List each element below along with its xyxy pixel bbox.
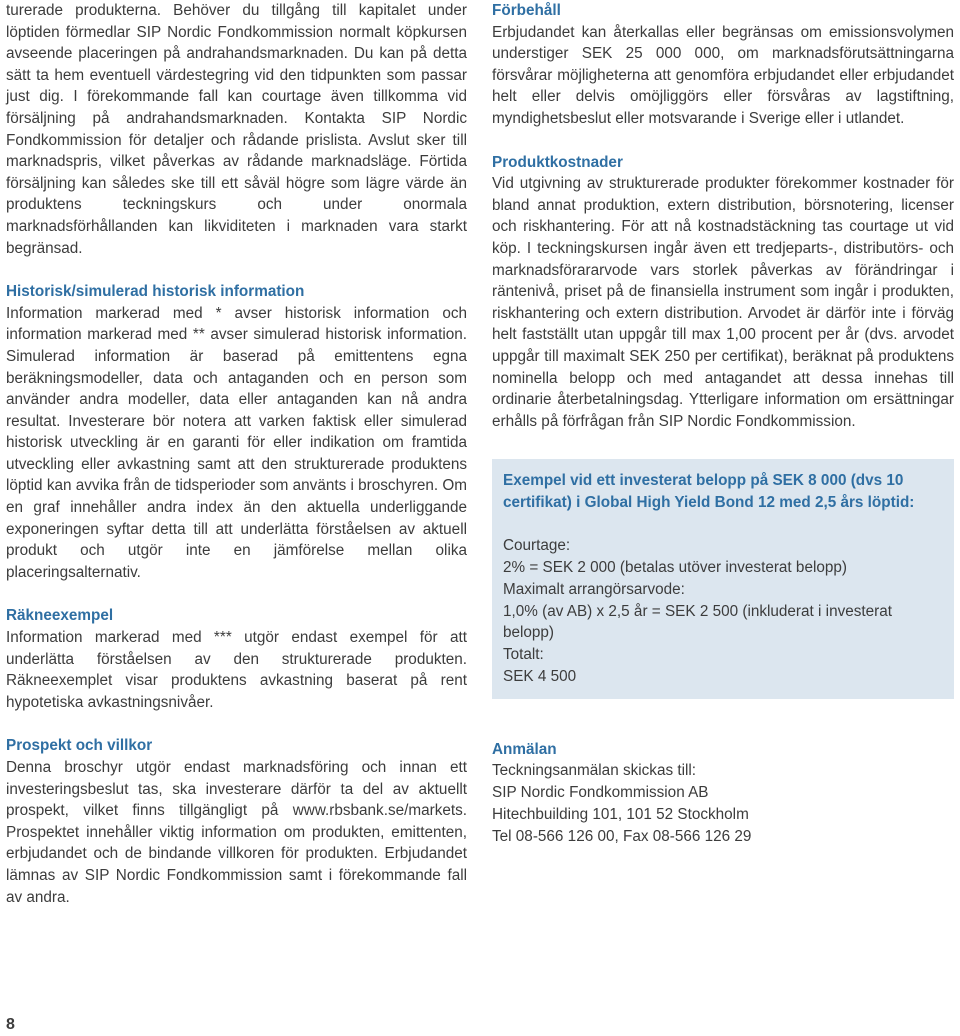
total-value: SEK 4 500 <box>503 668 577 686</box>
forbehall-paragraph: Erbjudandet kan återkallas eller begränsas om emissionsvolymen understiger SEK 25 000 000, om marknadsförutsättningarna försvårar möjligheterna att genomföra erbjudandet eller erbjudandet helt eller delvis omöjliggörs eller försvåras av lagstiftning, myndighetsbeslut eller motsvarande i Sverige eller i utlandet. <box>492 23 954 127</box>
arvode-value: 1,0% (av AB) x 2,5 år = SEK 2 500 (inkluderat i investerat belopp) <box>503 602 892 642</box>
prospekt-paragraph: Denna broschyr utgör endast marknadsföring och innan ett investeringsbeslut tas, ska investerare därför ta del av aktuellt prospekt, vilket finns tillgängligt på www.rbsbank.se/markets. Prospektet innehåller viktig information om produkten, emittenten, erbjudandet och de bindande villkoren för produkten. Erbjudandet lämnas av SIP Nordic Fondkommission samt i förekommande fall av andra. <box>6 759 467 906</box>
example-box-title: Exempel vid ett investerat belopp på SEK 8 000 (dvs 10 certifikat) i Global High Yield Bond 12 med 2,5 års löptid: <box>503 472 915 512</box>
rakneexempel-section <box>6 605 467 713</box>
anmalan-heading: Anmälan <box>492 740 557 758</box>
anmalan-line: Teckningsanmälan skickas till: <box>492 762 697 780</box>
produktkostnader-section <box>492 152 954 433</box>
forbehall-heading: Förbehåll <box>492 2 561 19</box>
produktkostnader-heading: Produktkostnader <box>492 153 623 171</box>
arvode-label: Maximalt arrangörsarvode: <box>503 580 685 598</box>
anmalan-line: SIP Nordic Fondkommission AB <box>492 784 709 802</box>
courtage-label: Courtage: <box>503 537 571 555</box>
right-column <box>492 0 954 848</box>
courtage-value: 2% = SEK 2 000 (betalas utöver investerat belopp) <box>503 559 847 577</box>
intro-paragraph: turerade produkterna. Behöver du tillgång till kapitalet under löptiden förmedlar SIP Nordic Fondkommission normalt köpkursen avseende placeringen på andrahandsmarknaden. Du kan på detta sätt ta hem eventuell värdestegring vid den tidpunkten som passar just dig. I förekommande fall kan courtage även tillkomma vid försäljning på andrahandsmarknaden. Kontakta SIP Nordic Fondkommission för detaljer och rådande prislista. Avslut sker till marknadspris, vilket påverkas av rådande marknadsläge. Förtida försäljning kan således ske till ett såväl högre som lägre värde än produktens teckningskurs och under onormala marknadsförhållanden kan likviditeten i marknaden vara starkt begränsad. <box>6 2 467 257</box>
left-column <box>6 0 467 908</box>
prospekt-section <box>6 735 467 908</box>
prospekt-heading: Prospekt och villkor <box>6 737 153 755</box>
historisk-heading: Historisk/simulerad historisk information <box>6 283 305 301</box>
example-box <box>492 459 954 699</box>
anmalan-line: Tel 08-566 126 00, Fax 08-566 126 29 <box>492 827 752 845</box>
page-number: 8 <box>6 1016 15 1033</box>
anmalan-section <box>492 739 954 848</box>
rakneexempel-heading: Räkneexempel <box>6 607 114 625</box>
forbehall-section <box>492 0 954 130</box>
historisk-section <box>6 281 467 583</box>
historisk-paragraph: Information markerad med * avser historisk information och information markerad med ** avser simulerad historisk information. Simulerad information är baserad på emittentens egna beräkningsmodeller, data och antaganden och en person som använder andra modeller, data eller antaganden kan nå andra resultat. Investerare bör notera att varken faktisk eller simulerad historisk utveckling är en garanti för eller indikation om framtida utveckling eller avkastning samt att den strukturerade produktens löptid kan avvika från de tidsperioder som använts i broschyren. Om en graf innehåller andra index än den aktuella underliggande exponeringen syftar detta till att underlätta förståelsen av aktuell produkt och utgör inte en jämförelse mellan olika placeringsalternativ. <box>6 304 467 581</box>
produktkostnader-paragraph: Vid utgivning av strukturerade produkter förekommer kostnader för bland annat produktion, extern distribution, börsnotering, licenser och riskhantering. För att nå kostnadstäckning tas courtage ut vid köp. I teckningskursen ingår även ett tredjeparts-, distributörs- och marknadsförararvode vars storlek påverkas av förändringar i räntenivå, priset på de finansiella instrument som ingår i produkten, riskhantering och extern distribution. Arvodet är därför inte i förväg helt fastställt utan uppgår till max 1,00 procent per år (dvs. arvodet uppgår till maximalt SEK 250 per certifikat), beräknat på produktens nominella belopp och med antagandet att dessa innehas till ordinarie återbetalningsdag. Ytterligare information om ersättningar erhålls på förfrågan från SIP Nordic Fondkommission. <box>492 175 954 430</box>
rakneexempel-paragraph: Information markerad med *** utgör endast exempel för att underlätta förståelsen av den strukturerade produkten. Räkneexemplet visar produktens avkastning baserat på rent hypotetiska avkastningsnivåer. <box>6 629 467 711</box>
anmalan-line: Hitechbuilding 101, 101 52 Stockholm <box>492 806 749 824</box>
total-label: Totalt: <box>503 646 544 664</box>
